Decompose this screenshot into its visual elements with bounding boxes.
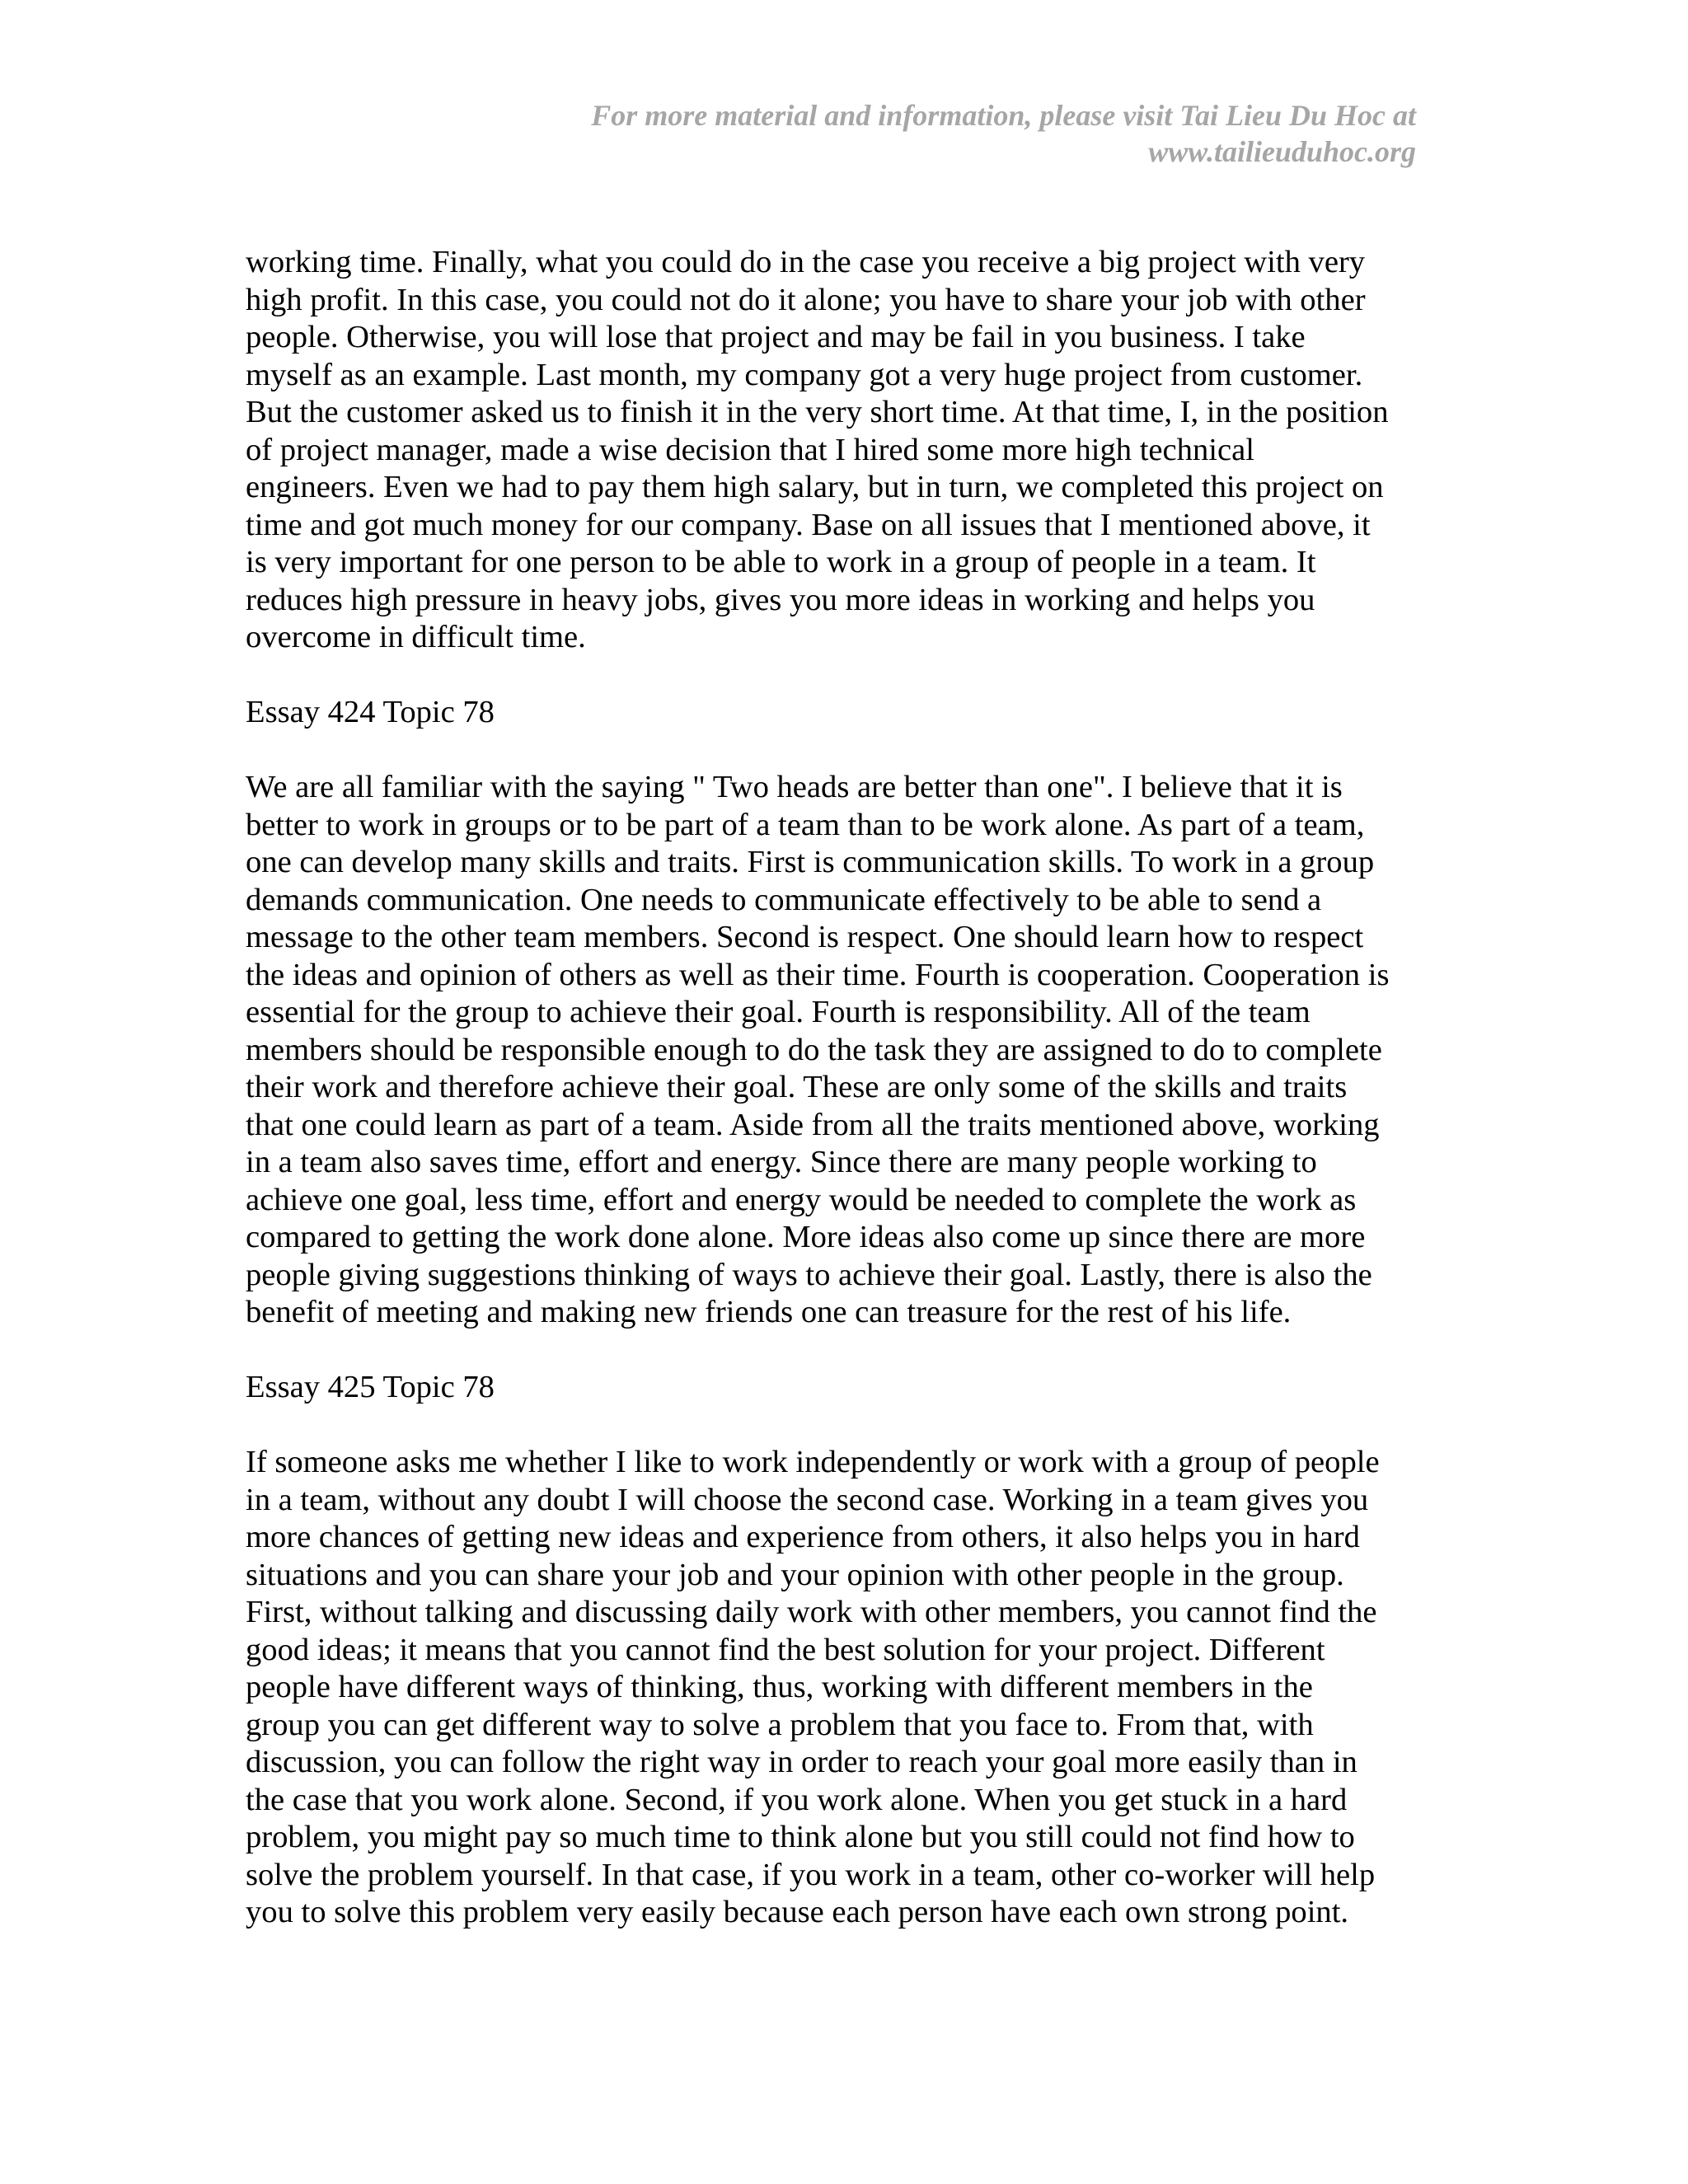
paragraph-line: one can develop many skills and traits. First is communication skills. To work in a group (246, 845, 1375, 879)
paragraph-line: We are all familiar with the saying " Two heads are better than one". I believe that it is (246, 770, 1343, 804)
paragraph-line: message to the other team members. Second is respect. One should learn how to respect (246, 920, 1364, 954)
paragraph-line: working time. Finally, what you could do in the case you receive a big project with very (246, 245, 1366, 279)
paragraph-line: demands communication. One needs to communicate effectively to be able to send a (246, 882, 1322, 917)
essay-heading: Essay 424 Topic 78 (246, 695, 495, 729)
paragraph-line: essential for the group to achieve their goal. Fourth is responsibility. All of the team (246, 995, 1311, 1029)
paragraph-line: members should be responsible enough to do the task they are assigned to do to complete (246, 1032, 1382, 1067)
paragraph-line: overcome in difficult time. (246, 620, 586, 654)
block-spacer (246, 1407, 1441, 1445)
paragraph-line: people have different ways of thinking, thus, working with different members in the (246, 1670, 1313, 1704)
paragraph-line: group you can get different way to solve a problem that you face to. From that, with (246, 1707, 1314, 1742)
paragraph-line: is very important for one person to be able to work in a group of people in a team. It (246, 545, 1316, 579)
paragraph-line: good ideas; it means that you cannot find the best solution for your project. Different (246, 1632, 1325, 1667)
paragraph-line: solve the problem yourself. In that case, if you work in a team, other co-worker will help (246, 1857, 1376, 1892)
paragraph-line: benefit of meeting and making new friends one can treasure for the rest of his life. (246, 1295, 1292, 1329)
paragraph-line: achieve one goal, less time, effort and energy would be needed to complete the work as (246, 1182, 1357, 1217)
essay-heading: Essay 425 Topic 78 (246, 1370, 495, 1404)
document-body (246, 244, 1441, 1932)
paragraph-line: time and got much money for our company. Base on all issues that I mentioned above, it (246, 507, 1371, 542)
header-line: www.tailieuduhoc.org (1148, 135, 1416, 168)
paragraph-line: that one could learn as part of a team. Aside from all the traits mentioned above, working (246, 1107, 1380, 1142)
paragraph-line: But the customer asked us to finish it in the very short time. At that time, I, in the position (246, 395, 1389, 429)
paragraph-line: discussion, you can follow the right way in order to reach your goal more easily than in (246, 1745, 1357, 1779)
paragraph-line: high profit. In this case, you could not do it alone; you have to share your job with other (246, 282, 1366, 317)
paragraph-line: myself as an example. Last month, my company got a very huge project from customer. (246, 357, 1363, 392)
block-spacer (246, 1332, 1441, 1370)
paragraph-line: their work and therefore achieve their goal. These are only some of the skills and traits (246, 1070, 1348, 1104)
paragraph-line: compared to getting the work done alone. More ideas also come up since there are more (246, 1220, 1366, 1254)
paragraph-line: problem, you might pay so much time to think alone but you still could not find how to (246, 1820, 1355, 1854)
paragraph-line: engineers. Even we had to pay them high salary, but in turn, we completed this project on (246, 470, 1384, 504)
paragraph-line: people. Otherwise, you will lose that project and may be fail in you business. I take (246, 320, 1306, 354)
paragraph-line: the ideas and opinion of others as well as their time. Fourth is cooperation. Cooperation is (246, 957, 1390, 992)
paragraph-line: reduces high pressure in heavy jobs, gives you more ideas in working and helps you (246, 582, 1315, 617)
paragraph-line: situations and you can share your job and your opinion with other people in the group. (246, 1557, 1344, 1592)
block-spacer (246, 732, 1441, 770)
paragraph-line: in a team, without any doubt I will choose the second case. Working in a team gives you (246, 1482, 1369, 1517)
page-header (180, 97, 1416, 170)
essay-paragraph (246, 244, 1441, 657)
paragraph-line: better to work in groups or to be part of a team than to be work alone. As part of a team, (246, 807, 1365, 842)
paragraph-line: First, without talking and discussing daily work with other members, you cannot find the (246, 1595, 1377, 1629)
paragraph-line: of project manager, made a wise decision that I hired some more high technical (246, 432, 1254, 467)
paragraph-line: If someone asks me whether I like to work independently or work with a group of people (246, 1445, 1380, 1479)
essay-paragraph (246, 769, 1441, 1332)
paragraph-line: you to solve this problem very easily because each person have each own strong point. (246, 1895, 1349, 1929)
paragraph-line: the case that you work alone. Second, if you work alone. When you get stuck in a hard (246, 1782, 1348, 1817)
block-spacer (246, 657, 1441, 695)
paragraph-line: people giving suggestions thinking of ways to achieve their goal. Lastly, there is also the (246, 1257, 1372, 1292)
paragraph-line: in a team also saves time, effort and energy. Since there are many people working to (246, 1145, 1317, 1179)
paragraph-line: more chances of getting new ideas and experience from others, it also helps you in hard (246, 1520, 1360, 1554)
essay-paragraph (246, 1444, 1441, 1932)
header-line: For more material and information, please visit Tai Lieu Du Hoc at (591, 99, 1416, 132)
